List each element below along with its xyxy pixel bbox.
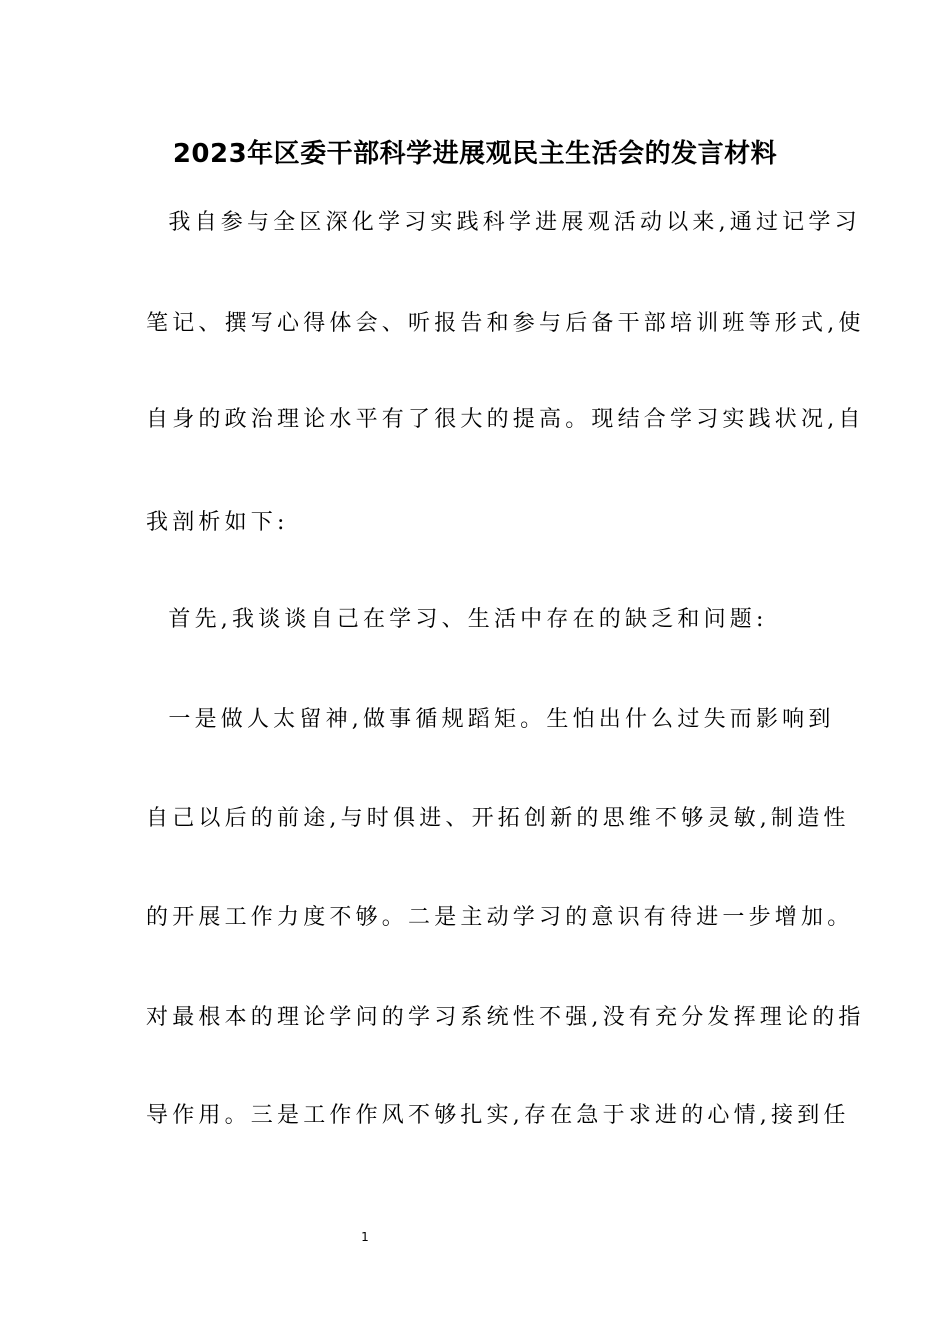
body-line-7: 自己以后的前途,与时俱进、开拓创新的思维不够灵敏,制造性 [146,806,850,831]
page-number: 1 [361,1230,369,1244]
body-line-8: 的开展工作力度不够。二是主动学习的意识有待进一步增加。 [146,905,854,930]
body-line-10: 导作用。三是工作作风不够扎实,存在急于求进的心情,接到任 [146,1103,850,1128]
body-line-1: 我自参与全区深化学习实践科学进展观活动以来,通过记学习 [146,210,861,235]
body-line-2: 笔记、撰写心得体会、听报告和参与后备干部培训班等形式,使 [146,311,865,336]
body-line-3: 自身的政治理论水平有了很大的提高。现结合学习实践状况,自 [146,407,865,432]
body-line-6: 一是做人太留神,做事循规蹈矩。生怕出什么过失而影响到 [146,707,835,732]
body-line-9: 对最根本的理论学问的学习系统性不强,没有充分发挥理论的指 [146,1005,865,1030]
document-title: 2023年区委干部科学进展观民主生活会的发言材料 [172,139,778,169]
body-line-4: 我剖析如下: [146,510,289,535]
body-line-5: 首先,我谈谈自己在学习、生活中存在的缺乏和问题: [146,607,768,632]
